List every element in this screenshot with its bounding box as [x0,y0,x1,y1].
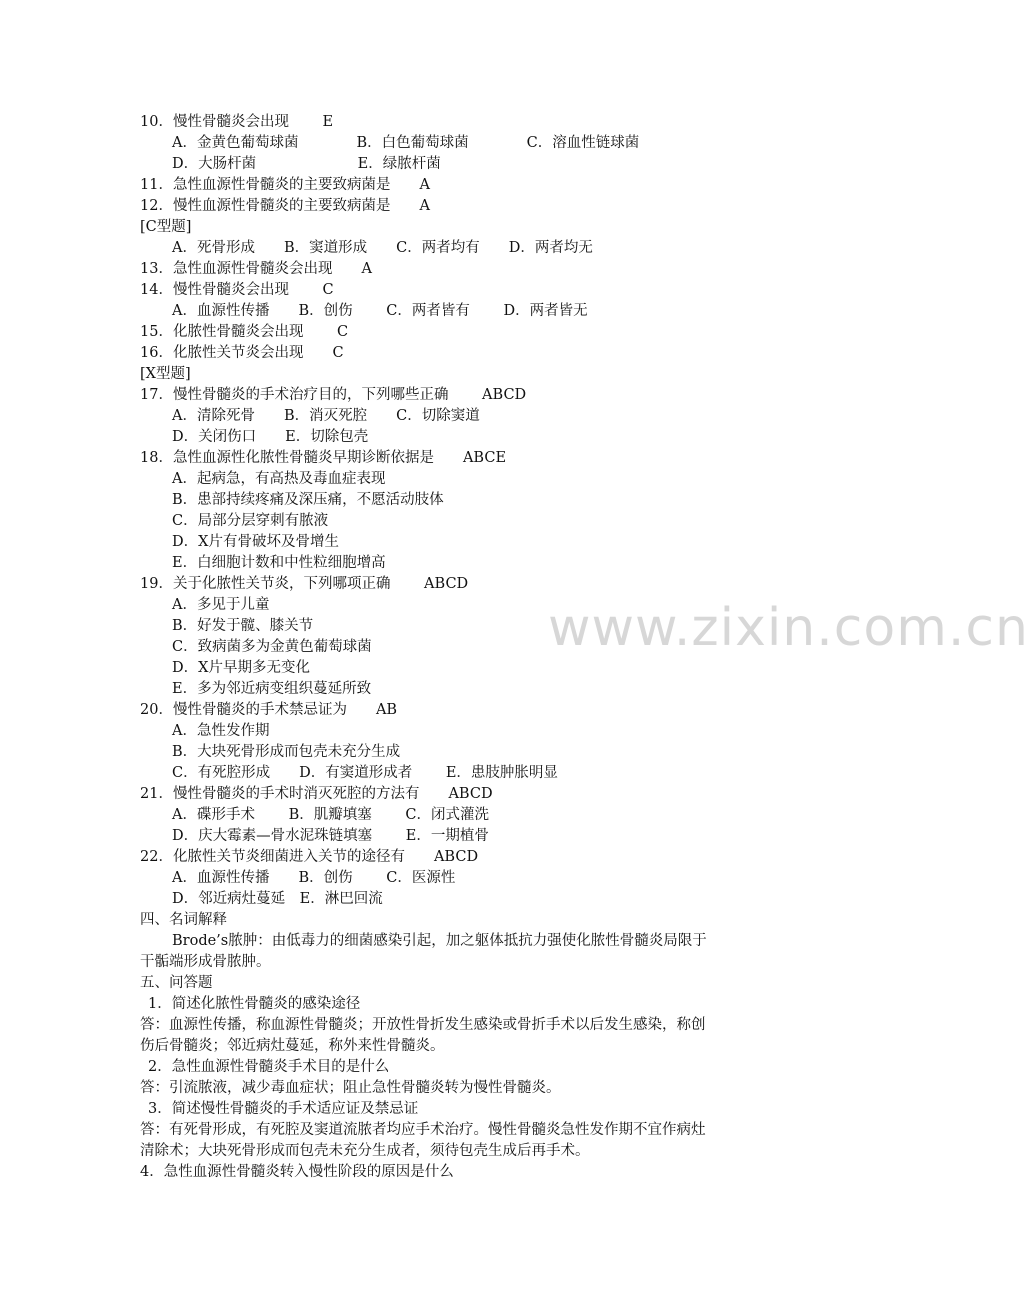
option-line: C．致病菌多为金黄色葡萄球菌 [172,639,372,655]
option-line: D．X片有骨破坏及骨增生 [172,534,339,550]
section-heading-c-type: [C型题] [140,219,192,235]
option-line: A．碟形手术 B．肌瓣填塞 C．闭式灌洗 [172,807,489,823]
option-line: A．急性发作期 [172,723,270,739]
question-16: 16．化脓性关节炎会出现 C [140,345,344,361]
question-14: 14．慢性骨髓炎会出现 C [140,282,334,298]
option-line: D．X片早期多无变化 [172,660,310,676]
qa-question-4: 4．急性血源性骨髓炎转入慢性阶段的原因是什么 [140,1164,454,1180]
option-line: D．邻近病灶蔓延 E．淋巴回流 [172,891,383,907]
option-line: A．多见于儿童 [172,597,270,613]
question-12: 12．慢性血源性骨髓炎的主要致病菌是 A [140,198,430,214]
question-10: 10．慢性骨髓炎会出现 E [140,114,334,130]
qa-question-3: 3．简述慢性骨髓炎的手术适应证及禁忌证 [148,1101,419,1117]
term-definition: Brode’s脓肿：由低毒力的细菌感染引起，加之躯体抵抗力强使化脓性骨髓炎局限于 [172,933,707,949]
qa-answer-1: 答：血源性传播，称血源性骨髓炎；开放性骨折发生感染或骨折手术以后发生感染，称创 [140,1017,706,1033]
section-heading-x-type: [X型题] [140,366,191,382]
question-17: 17．慢性骨髓炎的手术治疗目的，下列哪些正确 ABCD [140,387,527,403]
watermark: www.zixin.com.cn [548,598,1029,658]
qa-answer-2: 答：引流脓液，减少毒血症状；阻止急性骨髓炎转为慢性骨髓炎。 [140,1080,561,1096]
question-11: 11．急性血源性骨髓炎的主要致病菌是 A [140,177,430,193]
question-20: 20．慢性骨髓炎的手术禁忌证为 AB [140,702,398,718]
option-line: D．关闭伤口 E．切除包壳 [172,429,369,445]
qa-answer-1-continued: 伤后骨髓炎；邻近病灶蔓延，称外来性骨髓炎。 [140,1038,445,1054]
option-line: B．大块死骨形成而包壳未充分生成 [172,744,401,760]
option-line: B．患部持续疼痛及深压痛，不愿活动肢体 [172,492,444,508]
qa-question-1: 1．简述化脓性骨髓炎的感染途径 [148,996,361,1012]
option-line: A．清除死骨 B．消灭死腔 C．切除窦道 [172,408,480,424]
question-22: 22．化脓性关节炎细菌进入关节的途径有 ABCD [140,849,479,865]
qa-question-2: 2．急性血源性骨髓炎手术目的是什么 [148,1059,390,1075]
option-line: A．血源性传播 B．创伤 C．两者皆有 D．两者皆无 [172,303,588,319]
qa-answer-3-continued: 清除术；大块死骨形成而包壳未充分生成者，须待包壳生成后再手术。 [140,1143,590,1159]
option-line: C．局部分层穿刺有脓液 [172,513,329,529]
option-line: D．大肠杆菌 E．绿脓杆菌 [172,156,441,172]
section-heading-qa: 五、问答题 [140,975,213,991]
option-line: E．多为邻近病变组织蔓延所致 [172,681,372,697]
option-line: A．血源性传播 B．创伤 C．医源性 [172,870,456,886]
option-line: A．起病急，有高热及毒血症表现 [172,471,386,487]
option-line: E．白细胞计数和中性粒细胞增高 [172,555,386,571]
option-line: C．有死腔形成 D．有窦道形成者 E．患肢肿胀明显 [172,765,558,781]
option-line: D．庆大霉素—骨水泥珠链填塞 E．一期植骨 [172,828,489,844]
section-heading-terms: 四、名词解释 [140,912,227,928]
question-13: 13．急性血源性骨髓炎会出现 A [140,261,372,277]
question-18: 18．急性血源性化脓性骨髓炎早期诊断依据是 ABCE [140,450,507,466]
qa-answer-3: 答：有死骨形成，有死腔及窦道流脓者均应手术治疗。慢性骨髓炎急性发作期不宜作病灶 [140,1122,706,1138]
option-line: A．金黄色葡萄球菌 B．白色葡萄球菌 C．溶血性链球菌 [172,135,640,151]
question-15: 15．化脓性骨髓炎会出现 C [140,324,349,340]
question-21: 21．慢性骨髓炎的手术时消灭死腔的方法有 ABCD [140,786,493,802]
option-line: A．死骨形成 B．窦道形成 C．两者均有 D．两者均无 [172,240,593,256]
question-19: 19．关于化脓性关节炎，下列哪项正确 ABCD [140,576,469,592]
term-definition-continued: 干骺端形成骨脓肿。 [140,954,271,970]
option-line: B．好发于髋、膝关节 [172,618,314,634]
